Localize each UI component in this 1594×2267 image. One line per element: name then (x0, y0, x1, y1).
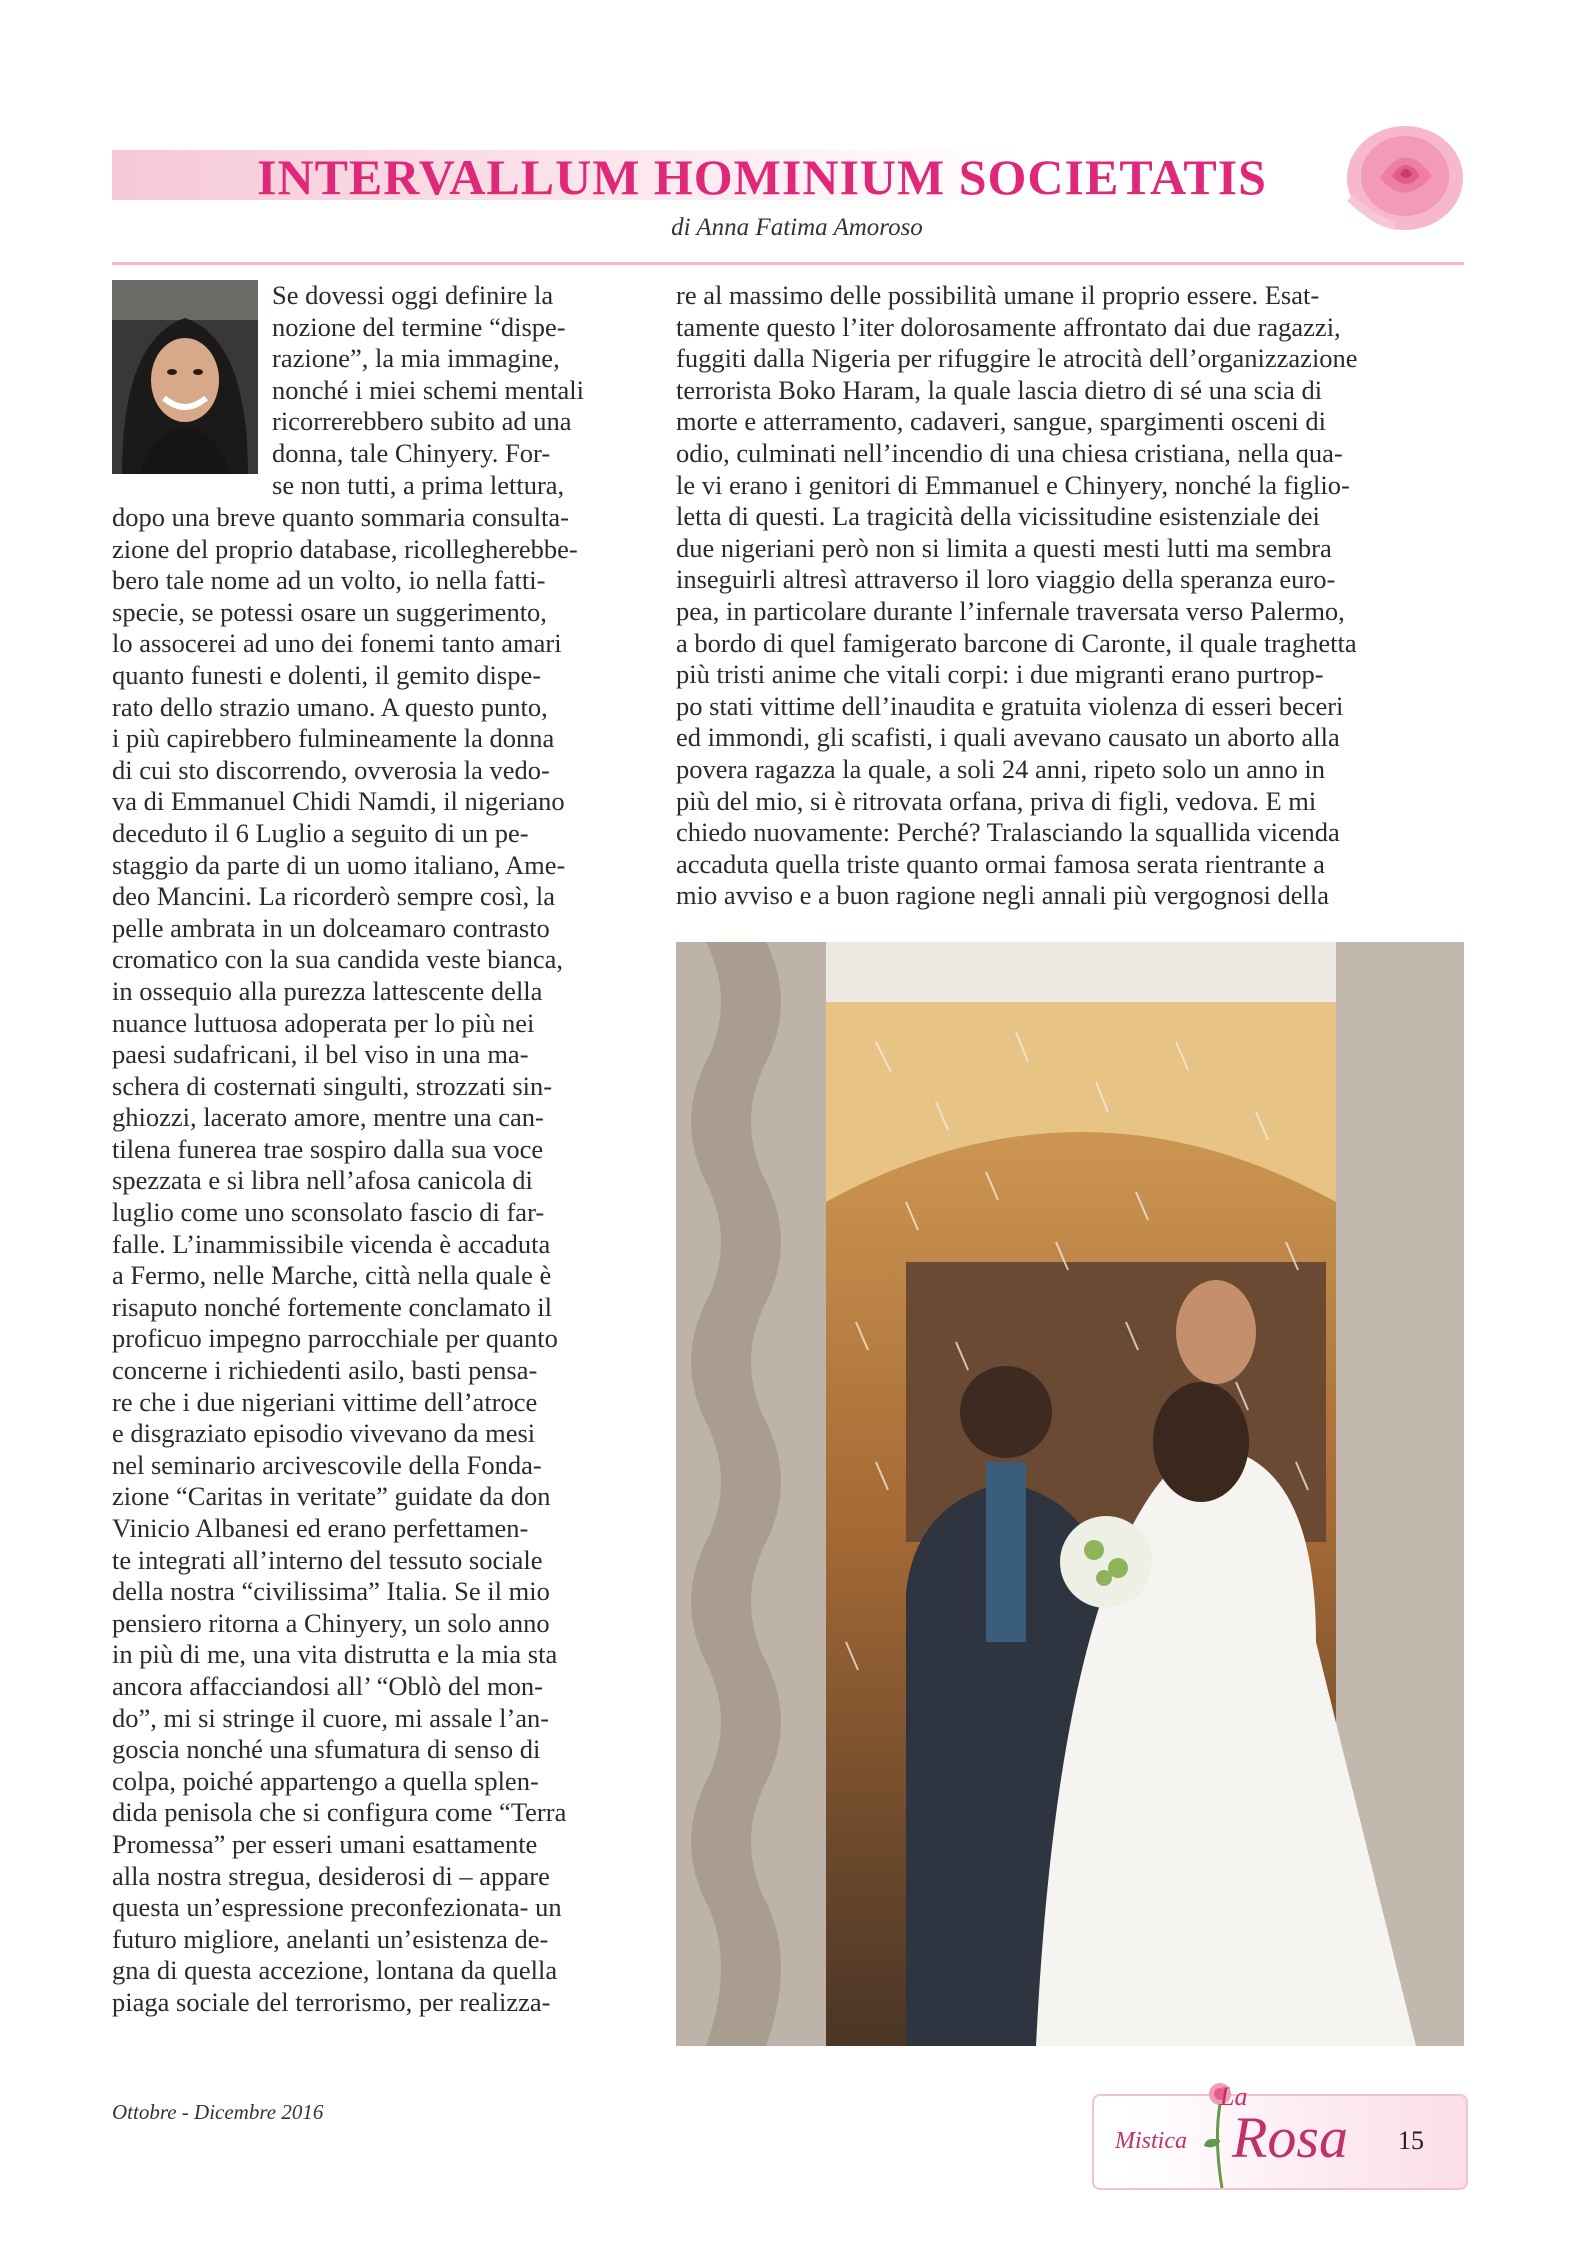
text-line: proficuo impegno parrocchiale per quanto (112, 1323, 558, 1354)
text-line: Vinicio Albanesi ed erano perfettamen- (112, 1513, 529, 1543)
text-line: ancora affacciandosi all’ “Oblò del mon- (112, 1670, 543, 1701)
text-line: paesi sudafricani, il bel viso in una ma- (112, 1039, 529, 1070)
text-line: se non tutti, a prima lettura, (272, 469, 565, 500)
text-line: a Fermo, nelle Marche, città nella quale è (112, 1260, 552, 1291)
text-line: nozione del termine “dispe- (272, 311, 566, 342)
text-line: letta di questi. La tragicità della vicissitudine esistenziale dei (676, 501, 1320, 532)
text-line: Promessa” per esseri umani esattamente (112, 1828, 538, 1859)
text-line: cromatico con la sua candida veste bianca, (112, 944, 564, 975)
text-line: più del mio, si è ritrovata orfana, priva di figli, vedova. E mi (676, 785, 1317, 816)
text-line: terrorista Boko Haram, la quale lascia dietro di sé una scia di (676, 374, 1323, 405)
text-line: pelle ambrata in un dolceamaro contrasto (112, 912, 550, 943)
page-title: INTERVALLUM HOMINIUM SOCIETATIS (257, 149, 1267, 205)
text-line: nuance luttuosa adoperata per lo più nei (112, 1007, 535, 1038)
text-line: povera ragazza la quale, a soli 24 anni, ripeto solo un anno in (676, 753, 1326, 784)
text-line: va di Emmanuel Chidi Namdi, il nigeriano (112, 786, 565, 817)
text-line: concerne i richiedenti asilo, basti pensa- (112, 1355, 538, 1386)
text-line: tamente questo l’iter dolorosamente affrontato dai due ragazzi, (676, 311, 1341, 342)
text-line: staggio da parte di un uomo italiano, Ame- (112, 849, 566, 880)
text-line: quanto funesti e dolenti, il gemito dispe- (112, 659, 542, 690)
text-line: re al massimo delle possibilità umane il proprio essere. Esat- (676, 280, 1320, 310)
column-1-body (112, 502, 642, 2019)
text-line: risaputo nonché fortemente conclamato il (112, 1291, 553, 1322)
text-line: inseguirli altresì attraverso il loro viaggio della speranza euro- (676, 564, 1336, 595)
text-line: pensiero ritorna a Chinyery, un solo anno (112, 1607, 550, 1638)
text-line: e disgraziato episodio vivevano da mesi (112, 1418, 536, 1449)
issue-date: Ottobre - Dicembre 2016 (112, 2100, 324, 2124)
divider (112, 262, 1464, 265)
text-line: più tristi anime che vitali corpi: i due migranti erano purtrop- (676, 659, 1324, 690)
text-line: nonché i miei schemi mentali (272, 374, 585, 405)
text-line: zione del proprio database, ricollegherebbe- (112, 533, 578, 564)
text-line: do”, mi si stringe il cuore, mi assale l’an- (112, 1702, 550, 1733)
column-1-intro (272, 280, 642, 501)
page-number: 15 (1398, 2126, 1424, 2155)
logo-rosa: Rosa (1232, 2105, 1348, 2170)
text-line: chiedo nuovamente: Perché? Tralasciando la squallida vicenda (676, 817, 1340, 848)
text-line: odio, culminati nell’incendio di una chiesa cristiana, nella qua- (676, 437, 1343, 468)
text-line: schera di costernati singulti, strozzati sin- (112, 1070, 553, 1101)
text-line: goscia nonché una sfumatura di senso di (112, 1734, 541, 1765)
text-line: lo assocerei ad uno dei fonemi tanto amari (112, 628, 562, 659)
text-line: zione “Caritas in veritate” guidate da don (112, 1481, 551, 1512)
column-2 (676, 280, 1464, 912)
text-line: donna, tale Chinyery. For- (272, 437, 551, 468)
text-line: questa un’espressione preconfezionata- un (112, 1892, 562, 1923)
logo-la: La (1220, 2082, 1248, 2111)
text-line: fuggiti dalla Nigeria per rifuggire le atrocità dell’organizzazione (676, 343, 1358, 374)
text-line: di cui sto discorrendo, ovverosia la vedo- (112, 754, 550, 785)
text-line: le vi erano i genitori di Emmanuel e Chinyery, nonché la figlio- (676, 469, 1350, 500)
text-line: luglio come uno sconsolato fascio di far- (112, 1197, 545, 1228)
text-line: tilena funerea trae sospiro dalla sua voce (112, 1133, 544, 1164)
text-line: della nostra “civilissima” Italia. Se il mio (112, 1576, 550, 1607)
text-line: ed immondi, gli scafisti, i quali avevano causato un aborto alla (676, 722, 1340, 753)
text-line: dopo una breve quanto sommaria consulta- (112, 502, 569, 532)
author-byline: di Anna Fatima Amoroso (671, 214, 923, 241)
text-line: futuro migliore, anelanti un’esistenza de- (112, 1923, 549, 1954)
text-line: morte e atterramento, cadaveri, sangue, spargimenti osceni di (676, 406, 1326, 437)
logo-mistica: Mistica (1115, 2128, 1187, 2154)
text-line: accaduta quella triste quanto ormai famosa serata rientrante a (676, 848, 1325, 879)
author-photo (112, 280, 258, 474)
text-line: in più di me, una vita distrutta e la mia sta (112, 1639, 558, 1670)
text-line: mio avviso e a buon ragione negli annali più vergognosi della (676, 880, 1330, 911)
text-line: te integrati all’interno del tessuto sociale (112, 1544, 543, 1575)
text-line: Se dovessi oggi definire la (272, 280, 554, 310)
text-line: specie, se potessi osare un suggerimento, (112, 596, 547, 627)
text-line: dida penisola che si configura come “Terra (112, 1797, 567, 1828)
text-line: falle. L’inammissibile vicenda è accaduta (112, 1228, 551, 1259)
text-line: in ossequio alla purezza lattescente della (112, 975, 543, 1006)
text-line: a bordo di quel famigerato barcone di Caronte, il quale traghetta (676, 627, 1357, 658)
text-line: gna di questa accezione, lontana da quella (112, 1955, 558, 1986)
text-line: due nigeriani però non si limita a questi mesti lutti ma sembra (676, 532, 1332, 563)
text-line: spezzata e si libra nell’afosa canicola di (112, 1165, 533, 1196)
text-line: deceduto il 6 Luglio a seguito di un pe- (112, 817, 529, 848)
text-line: razione”, la mia immagine, (272, 343, 560, 374)
text-line: piaga sociale del terrorismo, per realizza- (112, 1986, 551, 2017)
wedding-photo (676, 942, 1464, 2046)
text-line: alla nostra stregua, desiderosi di – appare (112, 1860, 550, 1891)
text-line: ghiozzi, lacerato amore, mentre una can- (112, 1102, 544, 1133)
text-line: po stati vittime dell’inaudita e gratuita violenza di esseri beceri (676, 690, 1344, 721)
text-line: re che i due nigeriani vittime dell’atroce (112, 1386, 538, 1417)
text-line: nel seminario arcivescovile della Fonda- (112, 1449, 542, 1480)
text-line: colpa, poiché appartengo a quella splen- (112, 1765, 539, 1796)
text-line: pea, in particolare durante l’infernale traversata verso Palermo, (676, 595, 1345, 626)
text-line: bero tale nome ad un volto, io nella fatti- (112, 565, 546, 596)
text-line: ricorrerebbero subito ad una (272, 406, 572, 437)
text-line: i più capirebbero fulmineamente la donna (112, 723, 555, 754)
text-line: rato dello strazio umano. A questo punto, (112, 691, 548, 722)
text-line: deo Mancini. La ricorderò sempre così, la (112, 881, 555, 912)
